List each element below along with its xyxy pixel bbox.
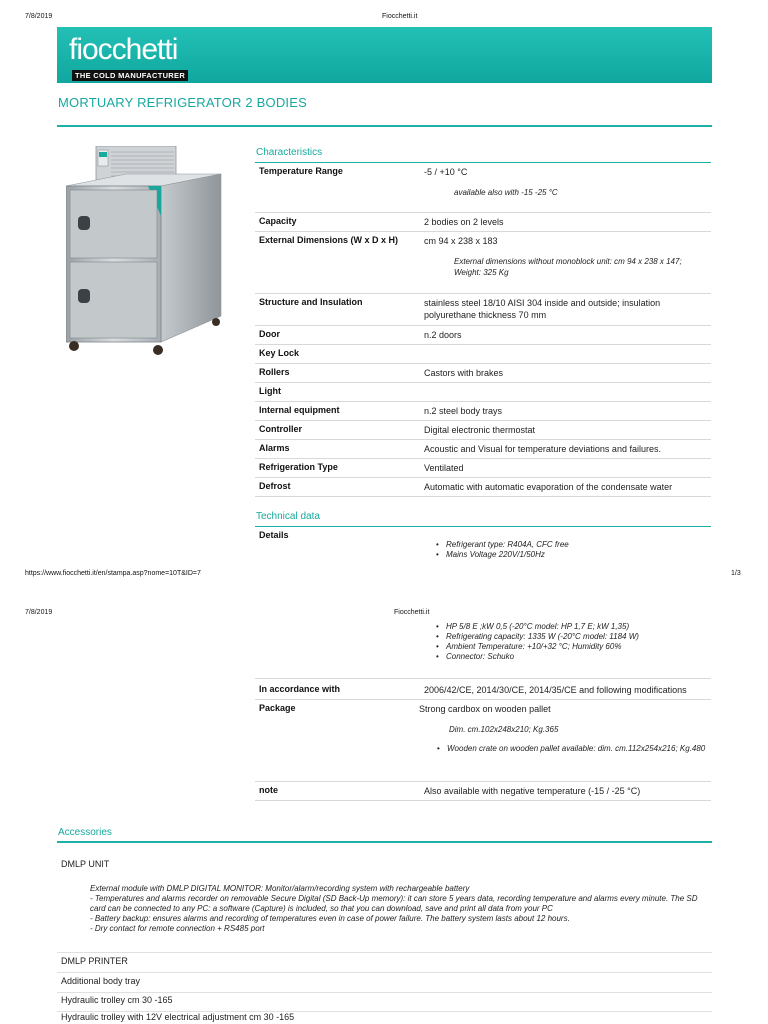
details-list-p2: • HP 5/8 E ;kW 0,5 (-20°C model: HP 1,7 E; kW 1,35) • Refrigerating capacity: 1335 W (-20°C model: 1184 W) • Ambient Temperature: +10/+32 °C; Humidity 60% • Connector: Schuko (436, 622, 707, 662)
spec-row-accordance: In accordance with 2006/42/CE, 2014/30/CE, 2014/35/CE and following modifications (255, 681, 711, 700)
spec-row-package: Package Strong cardbox on wooden pallet Dim. cm.102x248x210; Kg.365 • Wooden crate on wooden pallet available: dim. cm.112x254x216; Kg.480 (255, 700, 711, 782)
accessory-item: DMLP PRINTER (57, 955, 712, 973)
accessories-divider (57, 841, 712, 843)
print-site-2: Fiocchetti.it (394, 609, 430, 616)
title-divider (57, 125, 712, 127)
accessory-dmlp-unit: DMLP UNIT (61, 859, 110, 869)
spec-row-door: Door n.2 doors (255, 326, 711, 345)
spec-row-refrigeration: Refrigeration Type Ventilated (255, 459, 711, 478)
brand-banner (57, 27, 712, 83)
accessory-item: Hydraulic trolley cm 30 -165 (57, 994, 712, 1012)
accessory-item: Hydraulic trolley with 12V electrical adjustment cm 30 -165 (61, 1012, 295, 1022)
details-row-p2 (255, 619, 711, 679)
spec-row-defrost: Defrost Automatic with automatic evaporation of the condensate water (255, 478, 711, 497)
spec-row-temperature: Temperature Range -5 / +10 °C available also with -15 -25 °C (255, 163, 711, 213)
spec-row-structure: Structure and Insulation stainless steel 18/10 AISI 304 inside and outside; insulation polyurethane thickness 70 mm (255, 294, 711, 326)
product-image (66, 146, 226, 358)
print-date-2: 7/8/2019 (25, 609, 53, 616)
accessory-dmlp-description: External module with DMLP DIGITAL MONITOR: Monitor/alarm/recording system with rechargeable battery - Temperatures and alarms recorder on removable Secure Digital (SD Back-Up memory): it can store 5 years data, recording temperature and alarms every minute. The SD card can be connected to any PC: a software (Capture) is included, so that you can download, save and print all data from your PC - Battery backup: ensures alarms and recording of temperatures even in case of power failure. The battery system lasts about 12 hours. - Dry contact for remote connection + RS485 port (90, 884, 698, 933)
technical-heading: Technical data (256, 511, 320, 522)
details-label: Details (259, 530, 289, 540)
spec-row-light: Light (255, 383, 711, 402)
print-url: https://www.fiocchetti.it/en/stampa.asp?nome=10T&ID=7 (25, 570, 201, 577)
print-site: Fiocchetti.it (382, 13, 418, 20)
page-title: MORTUARY REFRIGERATOR 2 BODIES (58, 95, 307, 110)
brand-logo (69, 35, 188, 83)
spec-row-alarms: Alarms Acoustic and Visual for temperature deviations and failures. (255, 440, 711, 459)
accessories-heading: Accessories (58, 827, 112, 838)
spec-row-controller: Controller Digital electronic thermostat (255, 421, 711, 440)
spec-row-capacity: Capacity 2 bodies on 2 levels (255, 213, 711, 232)
spec-row-rollers: Rollers Castors with brakes (255, 364, 711, 383)
spec-row-keylock: Key Lock (255, 345, 711, 364)
characteristics-heading: Characteristics (256, 147, 323, 158)
details-list-p1: • Refrigerant type: R404A, CFC free • Mains Voltage 220V/1/50Hz (436, 540, 707, 560)
spec-row-dimensions: External Dimensions (W x D x H) cm 94 x 238 x 183 External dimensions without monoblock unit: cm 94 x 238 x 147; Weight: 325 Kg (255, 232, 711, 294)
spec-row-note: note Also available with negative temperature (-15 / -25 °C) (255, 782, 711, 801)
technical-table-p2 (255, 619, 711, 801)
brand-name: fiocchetti (69, 33, 178, 66)
print-date: 7/8/2019 (25, 13, 53, 20)
print-page-number: 1/3 (731, 570, 741, 577)
brand-tagline: THE COLD MANUFACTURER (72, 70, 188, 81)
details-block-p1 (255, 527, 711, 563)
accessory-item: Additional body tray (57, 975, 712, 993)
characteristics-table (255, 163, 711, 497)
spec-row-internal: Internal equipment n.2 steel body trays (255, 402, 711, 421)
